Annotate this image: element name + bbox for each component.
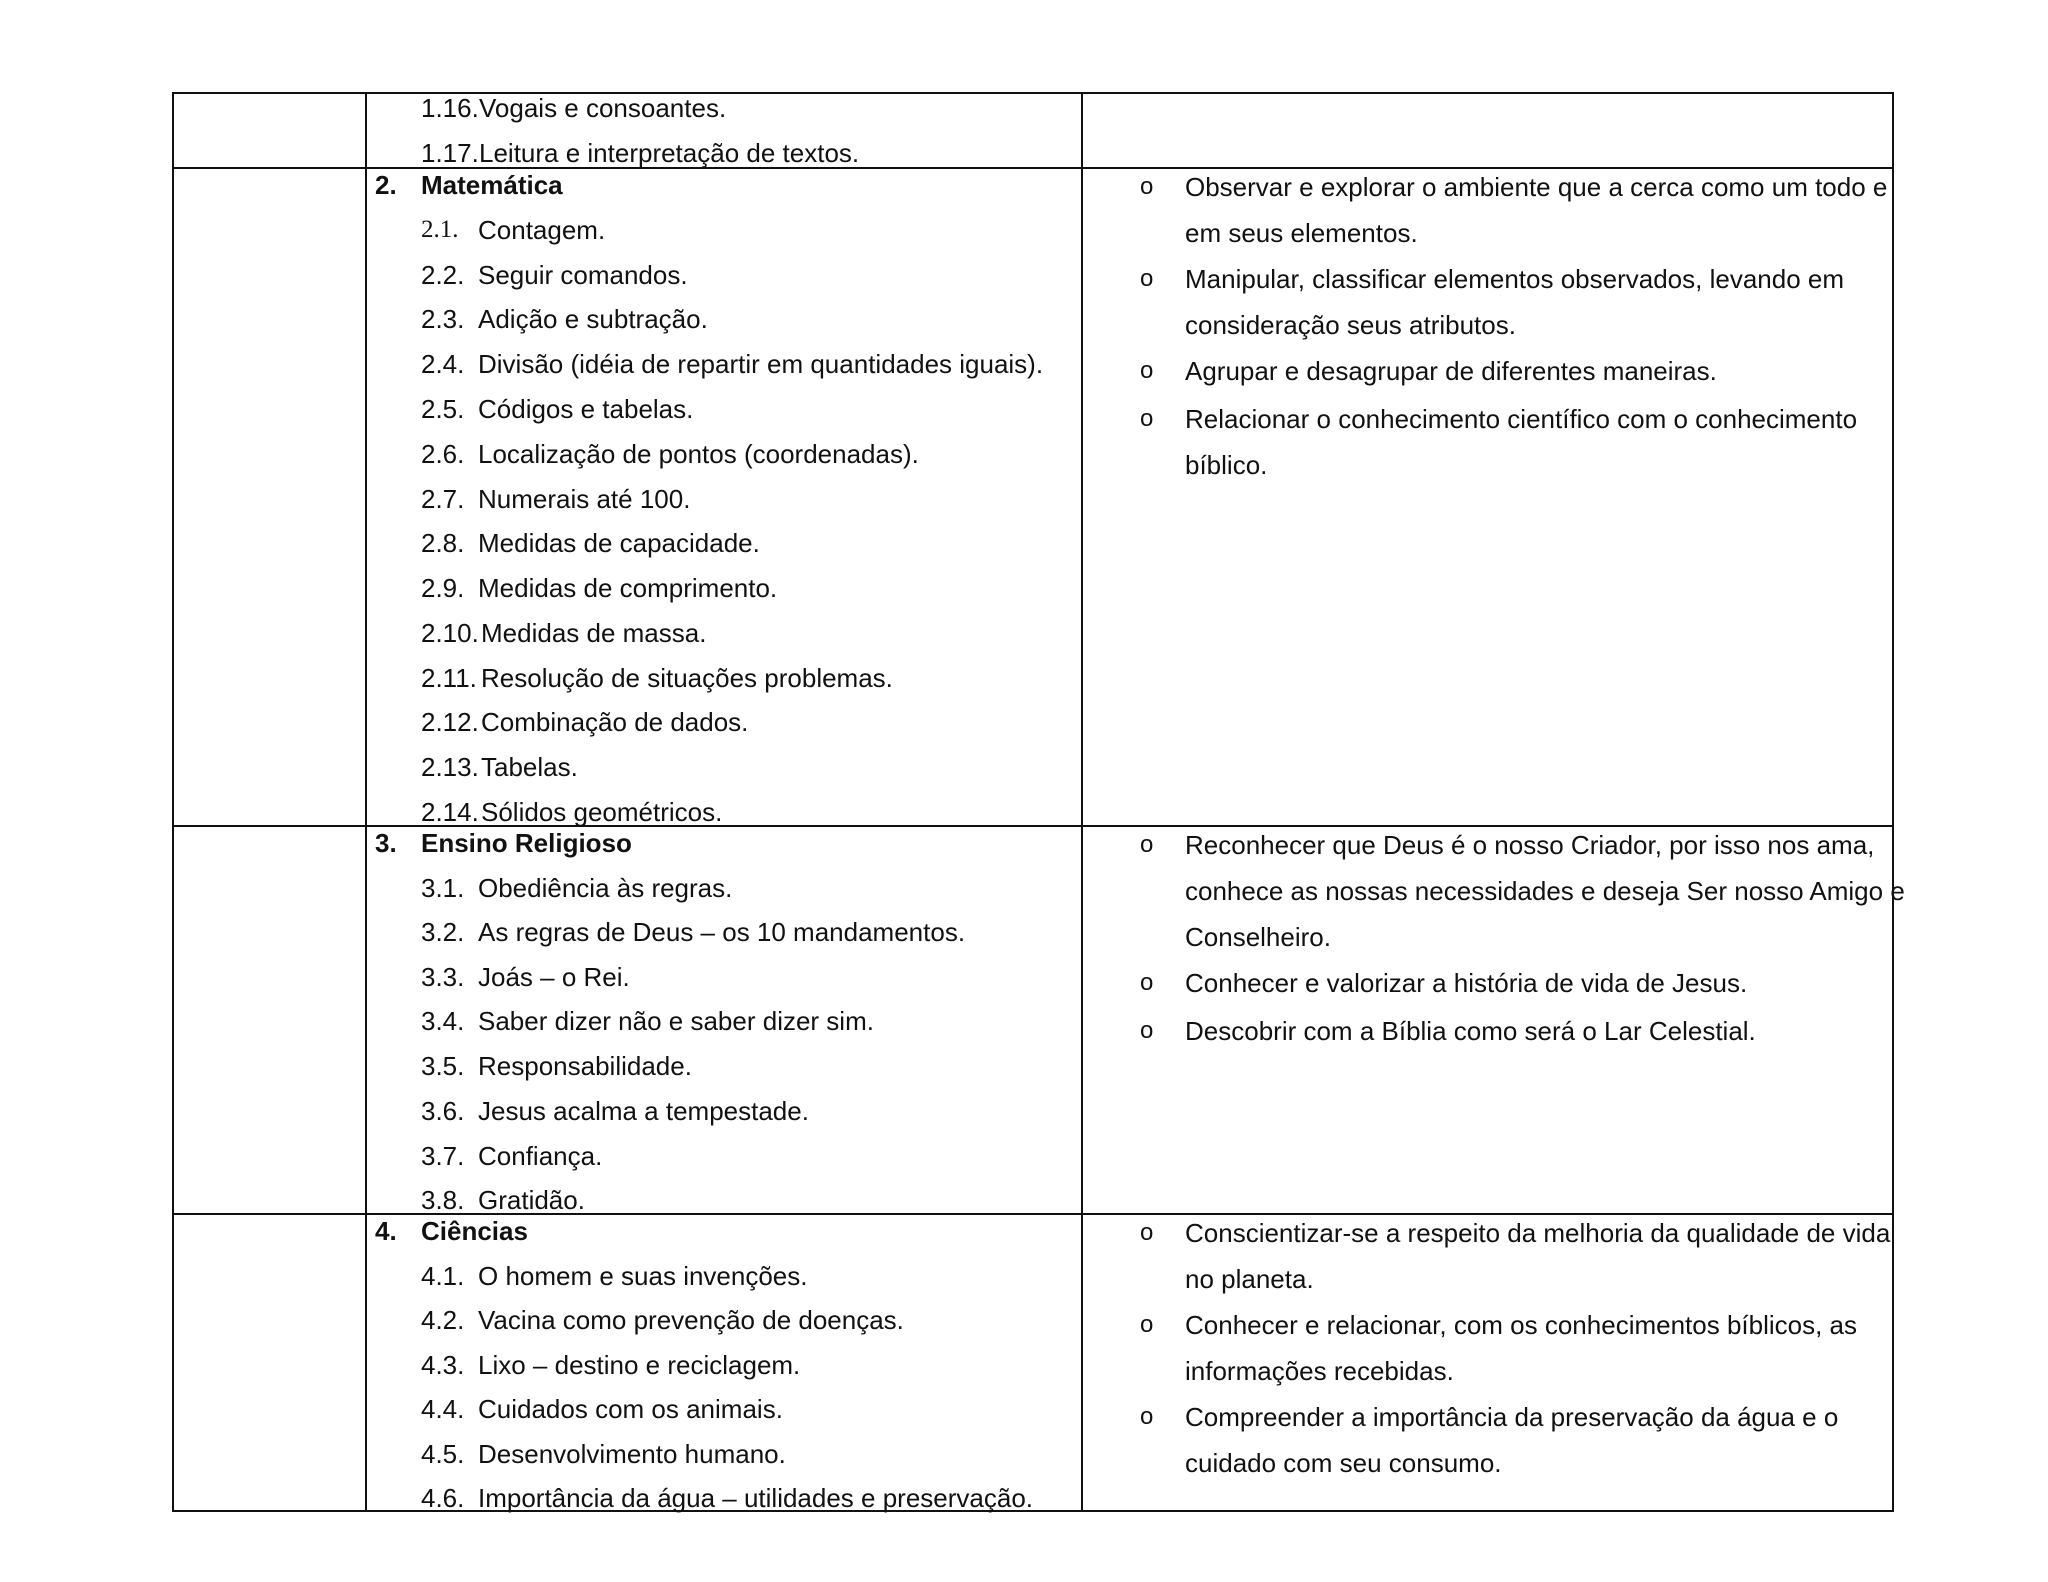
section-number: 4. — [375, 1216, 397, 1246]
bullet-icon: o — [1140, 357, 1154, 384]
objective-text: Reconhecer que Deus é o nosso Criador, por isso nos ama, conhece as nossas necessidades e deseja Ser nosso Amigo e Conselheiro. — [1185, 830, 1905, 952]
section-number: 3. — [375, 828, 397, 858]
item-text: Medidas de massa. — [481, 618, 707, 648]
item-number: 2.10. — [421, 618, 479, 648]
bullet-icon: o — [1140, 265, 1154, 292]
bullet-icon: o — [1140, 1219, 1154, 1246]
objective-text: Agrupar e desagrupar de diferentes maneiras. — [1185, 356, 1717, 386]
section-heading: Matemática — [421, 170, 563, 200]
section-number: 2. — [375, 170, 397, 200]
bullet-icon: o — [1140, 173, 1154, 200]
item-text: Importância da água – utilidades e preservação. — [478, 1483, 1034, 1513]
bullet-icon: o — [1140, 1017, 1154, 1044]
item-number: 2.8. — [421, 528, 465, 558]
item-text: Medidas de comprimento. — [478, 573, 778, 603]
item-number: 4.4. — [421, 1394, 465, 1424]
item-text: Confiança. — [478, 1141, 603, 1171]
item-number: 3.7. — [421, 1141, 465, 1171]
item-text: Tabelas. — [481, 752, 578, 782]
item-number: 4.5. — [421, 1439, 465, 1469]
item-number: 2.11. — [421, 663, 477, 693]
item-text: Contagem. — [478, 215, 606, 245]
item-number: 3.4. — [421, 1006, 465, 1036]
item-number: 4.1. — [421, 1261, 465, 1291]
item-text: Desenvolvimento humano. — [478, 1439, 786, 1469]
item-number: 2.9. — [421, 573, 465, 603]
bullet-icon: o — [1140, 1403, 1154, 1430]
item-number: 2.2. — [421, 260, 465, 290]
objective-text: Descobrir com a Bíblia como será o Lar Celestial. — [1185, 1016, 1756, 1046]
item-number: 1.17. — [421, 138, 479, 168]
item-text: Resolução de situações problemas. — [481, 663, 893, 693]
objective-text: Observar e explorar o ambiente que a cerca como um todo e em seus elementos. — [1185, 172, 1888, 248]
item-text: As regras de Deus – os 10 mandamentos. — [478, 917, 966, 947]
item-number: 3.1. — [421, 873, 465, 903]
item-number: 1.16. — [421, 93, 479, 123]
objective-text: Relacionar o conhecimento científico com o conhecimento bíblico. — [1185, 404, 1858, 480]
item-number: 2.13. — [421, 752, 479, 782]
item-number: 2.5. — [421, 394, 465, 424]
item-number: 2.7. — [421, 484, 465, 514]
objective-text: Conscientizar-se a respeito da melhoria da qualidade de vida no planeta. — [1185, 1218, 1891, 1294]
bullet-icon: o — [1140, 969, 1154, 996]
bullet-icon: o — [1140, 1311, 1154, 1338]
item-text: Joás – o Rei. — [478, 962, 630, 992]
curriculum-table — [172, 92, 1905, 1513]
objective-text: Manipular, classificar elementos observados, levando em consideração seus atributos. — [1185, 264, 1845, 340]
item-number: 2.4. — [421, 349, 465, 379]
column-divider — [365, 92, 367, 1512]
item-text: Saber dizer não e saber dizer sim. — [478, 1006, 874, 1036]
item-number: 2.6. — [421, 439, 465, 469]
item-number: 4.2. — [421, 1305, 465, 1335]
item-number: 3.5. — [421, 1051, 465, 1081]
item-text: Lixo – destino e reciclagem. — [478, 1350, 801, 1380]
section-heading: Ensino Religioso — [421, 828, 632, 858]
column-divider — [1081, 92, 1083, 1512]
item-text: O homem e suas invenções. — [478, 1261, 808, 1291]
item-text: Adição e subtração. — [478, 304, 708, 334]
objective-text: Compreender a importância da preservação da água e o cuidado com seu consumo. — [1185, 1402, 1839, 1478]
objective-text: Conhecer e relacionar, com os conhecimentos bíblicos, as informações recebidas. — [1185, 1310, 1858, 1386]
section-heading: Ciências — [421, 1216, 528, 1246]
item-number: 2.3. — [421, 304, 465, 334]
item-text: Leitura e interpretação de textos. — [479, 138, 860, 168]
item-number: 3.8. — [421, 1185, 465, 1215]
item-text: Responsabilidade. — [478, 1051, 692, 1081]
item-number: 2.1. — [421, 216, 459, 243]
item-text: Jesus acalma a tempestade. — [478, 1096, 809, 1126]
item-text: Sólidos geométricos. — [481, 797, 723, 827]
item-text: Numerais até 100. — [478, 484, 691, 514]
item-text: Gratidão. — [478, 1185, 585, 1215]
item-text: Vacina como prevenção de doenças. — [478, 1305, 904, 1335]
bullet-icon: o — [1140, 831, 1154, 858]
item-text: Cuidados com os animais. — [478, 1394, 783, 1424]
item-number: 2.14. — [421, 797, 479, 827]
item-number: 4.3. — [421, 1350, 465, 1380]
item-number: 3.6. — [421, 1096, 465, 1126]
item-text: Medidas de capacidade. — [478, 528, 760, 558]
item-text: Combinação de dados. — [481, 707, 749, 737]
table-border-left — [172, 92, 174, 1512]
item-text: Códigos e tabelas. — [478, 394, 694, 424]
item-number: 3.3. — [421, 962, 465, 992]
item-text: Vogais e consoantes. — [479, 93, 727, 123]
item-number: 3.2. — [421, 917, 465, 947]
item-text: Divisão (idéia de repartir em quantidades iguais). — [478, 349, 1044, 379]
objective-text: Conhecer e valorizar a história de vida de Jesus. — [1185, 968, 1748, 998]
item-text: Localização de pontos (coordenadas). — [478, 439, 919, 469]
item-number: 4.6. — [421, 1483, 465, 1513]
item-number: 2.12. — [421, 707, 479, 737]
item-text: Obediência às regras. — [478, 873, 733, 903]
item-text: Seguir comandos. — [478, 260, 688, 290]
bullet-icon: o — [1140, 405, 1154, 432]
